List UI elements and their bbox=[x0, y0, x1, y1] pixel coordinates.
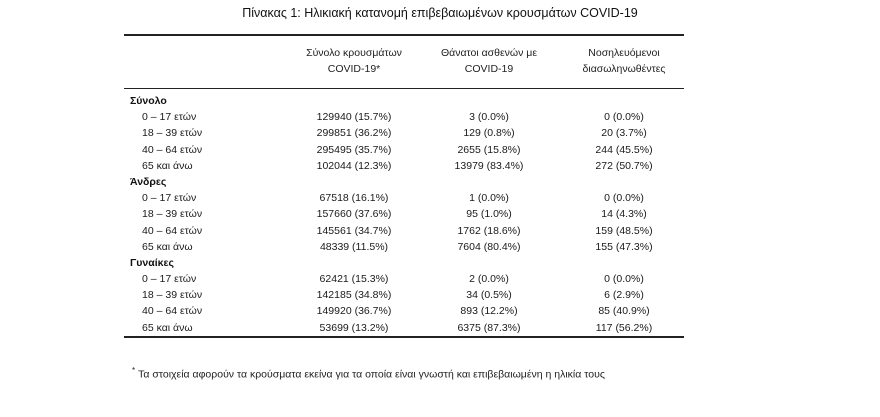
table-row bbox=[124, 303, 684, 319]
deaths-cell: 7604 (80.4%) bbox=[457, 240, 521, 253]
header-deaths: Θάνατοι ασθενών με COVID-19 bbox=[440, 47, 538, 75]
age-cell: 0 – 17 ετών bbox=[142, 192, 197, 205]
intubated-cell: 6 (2.9%) bbox=[604, 289, 644, 302]
table-row bbox=[124, 109, 684, 125]
age-cell: 65 και άνω bbox=[142, 159, 193, 172]
age-cell: 40 – 64 ετών bbox=[142, 305, 203, 318]
deaths-cell: 2655 (15.8%) bbox=[457, 143, 521, 156]
cases-cell: 53699 (13.2%) bbox=[319, 321, 389, 334]
intubated-cell: 244 (45.5%) bbox=[595, 143, 653, 156]
age-cell: 18 – 39 ετών bbox=[142, 289, 203, 302]
age-cell: 65 και άνω bbox=[142, 321, 193, 334]
deaths-cell: 2 (0.0%) bbox=[469, 273, 509, 286]
intubated-cell: 0 (0.0%) bbox=[604, 273, 644, 286]
intubated-cell: 85 (40.9%) bbox=[598, 305, 650, 318]
cases-cell: 48339 (11.5%) bbox=[319, 240, 389, 253]
table-row bbox=[124, 223, 684, 239]
deaths-cell: 34 (0.5%) bbox=[466, 289, 512, 302]
intubated-cell: 20 (3.7%) bbox=[601, 127, 647, 140]
cases-cell: 129940 (15.7%) bbox=[316, 111, 392, 124]
group-label-total: Σύνολο bbox=[130, 95, 167, 107]
table-row bbox=[124, 287, 684, 303]
cases-cell: 295495 (35.7%) bbox=[316, 143, 392, 156]
intubated-cell: 155 (47.3%) bbox=[595, 240, 653, 253]
intubated-cell: 159 (48.5%) bbox=[595, 224, 653, 237]
deaths-cell: 1 (0.0%) bbox=[469, 192, 509, 205]
header-total-cases: Σύνολο κρουσμάτων COVID-19* bbox=[306, 47, 402, 75]
intubated-cell: 0 (0.0%) bbox=[604, 192, 644, 205]
cases-cell: 299851 (36.2%) bbox=[316, 127, 392, 140]
age-cell: 40 – 64 ετών bbox=[142, 143, 203, 156]
deaths-cell: 893 (12.2%) bbox=[460, 305, 518, 318]
footnote bbox=[132, 366, 605, 381]
age-cell: 40 – 64 ετών bbox=[142, 224, 203, 237]
intubated-cell: 14 (4.3%) bbox=[601, 208, 647, 221]
table-row bbox=[124, 158, 684, 174]
cases-cell: 149920 (36.7%) bbox=[316, 305, 392, 318]
table-row bbox=[124, 239, 684, 255]
bottom-rule bbox=[124, 336, 684, 338]
table-row bbox=[124, 320, 684, 336]
table-row bbox=[124, 142, 684, 158]
header-intubated: Νοσηλευόμενοι διασωληνωθέντες bbox=[582, 47, 666, 75]
age-cell: 18 – 39 ετών bbox=[142, 127, 203, 140]
table-header bbox=[124, 36, 684, 88]
table-row bbox=[124, 271, 684, 287]
cases-cell: 62421 (15.3%) bbox=[319, 273, 389, 286]
footnote-text: Τα στοιχεία αφορούν τα κρούσματα εκείνα για τα οποία είναι γνωστή και επιβεβαιωμένη η ηλικία τους bbox=[138, 368, 605, 381]
cases-cell: 142185 (34.8%) bbox=[316, 289, 392, 302]
group-label-women: Γυναίκες bbox=[130, 256, 174, 269]
age-cell: 65 και άνω bbox=[142, 240, 193, 253]
age-cell: 0 – 17 ετών bbox=[142, 273, 197, 286]
table-row bbox=[124, 125, 684, 141]
group-label-men: Άνδρες bbox=[130, 175, 167, 188]
table-body bbox=[124, 89, 684, 336]
deaths-cell: 1762 (18.6%) bbox=[457, 224, 521, 237]
deaths-cell: 6375 (87.3%) bbox=[457, 321, 521, 334]
footnote-mark: * bbox=[132, 366, 136, 375]
deaths-cell: 13979 (83.4%) bbox=[454, 159, 524, 172]
age-cell: 18 – 39 ετών bbox=[142, 208, 203, 221]
table-row bbox=[124, 190, 684, 206]
table-title: Πίνακας 1: Ηλικιακή κατανομή επιβεβαιωμένων κρουσμάτων COVID-19 bbox=[242, 6, 638, 20]
age-cell: 0 – 17 ετών bbox=[142, 111, 197, 124]
deaths-cell: 3 (0.0%) bbox=[469, 111, 509, 124]
deaths-cell: 95 (1.0%) bbox=[466, 208, 512, 221]
cases-cell: 157660 (37.6%) bbox=[316, 208, 392, 221]
cases-cell: 67518 (16.1%) bbox=[319, 192, 389, 205]
intubated-cell: 0 (0.0%) bbox=[604, 111, 644, 124]
deaths-cell: 129 (0.8%) bbox=[463, 127, 515, 140]
cases-cell: 102044 (12.3%) bbox=[316, 159, 392, 172]
table-row bbox=[124, 206, 684, 222]
age-distribution-table bbox=[124, 34, 684, 338]
intubated-cell: 117 (56.2%) bbox=[595, 321, 653, 334]
cases-cell: 145561 (34.7%) bbox=[316, 224, 392, 237]
intubated-cell: 272 (50.7%) bbox=[595, 159, 653, 172]
